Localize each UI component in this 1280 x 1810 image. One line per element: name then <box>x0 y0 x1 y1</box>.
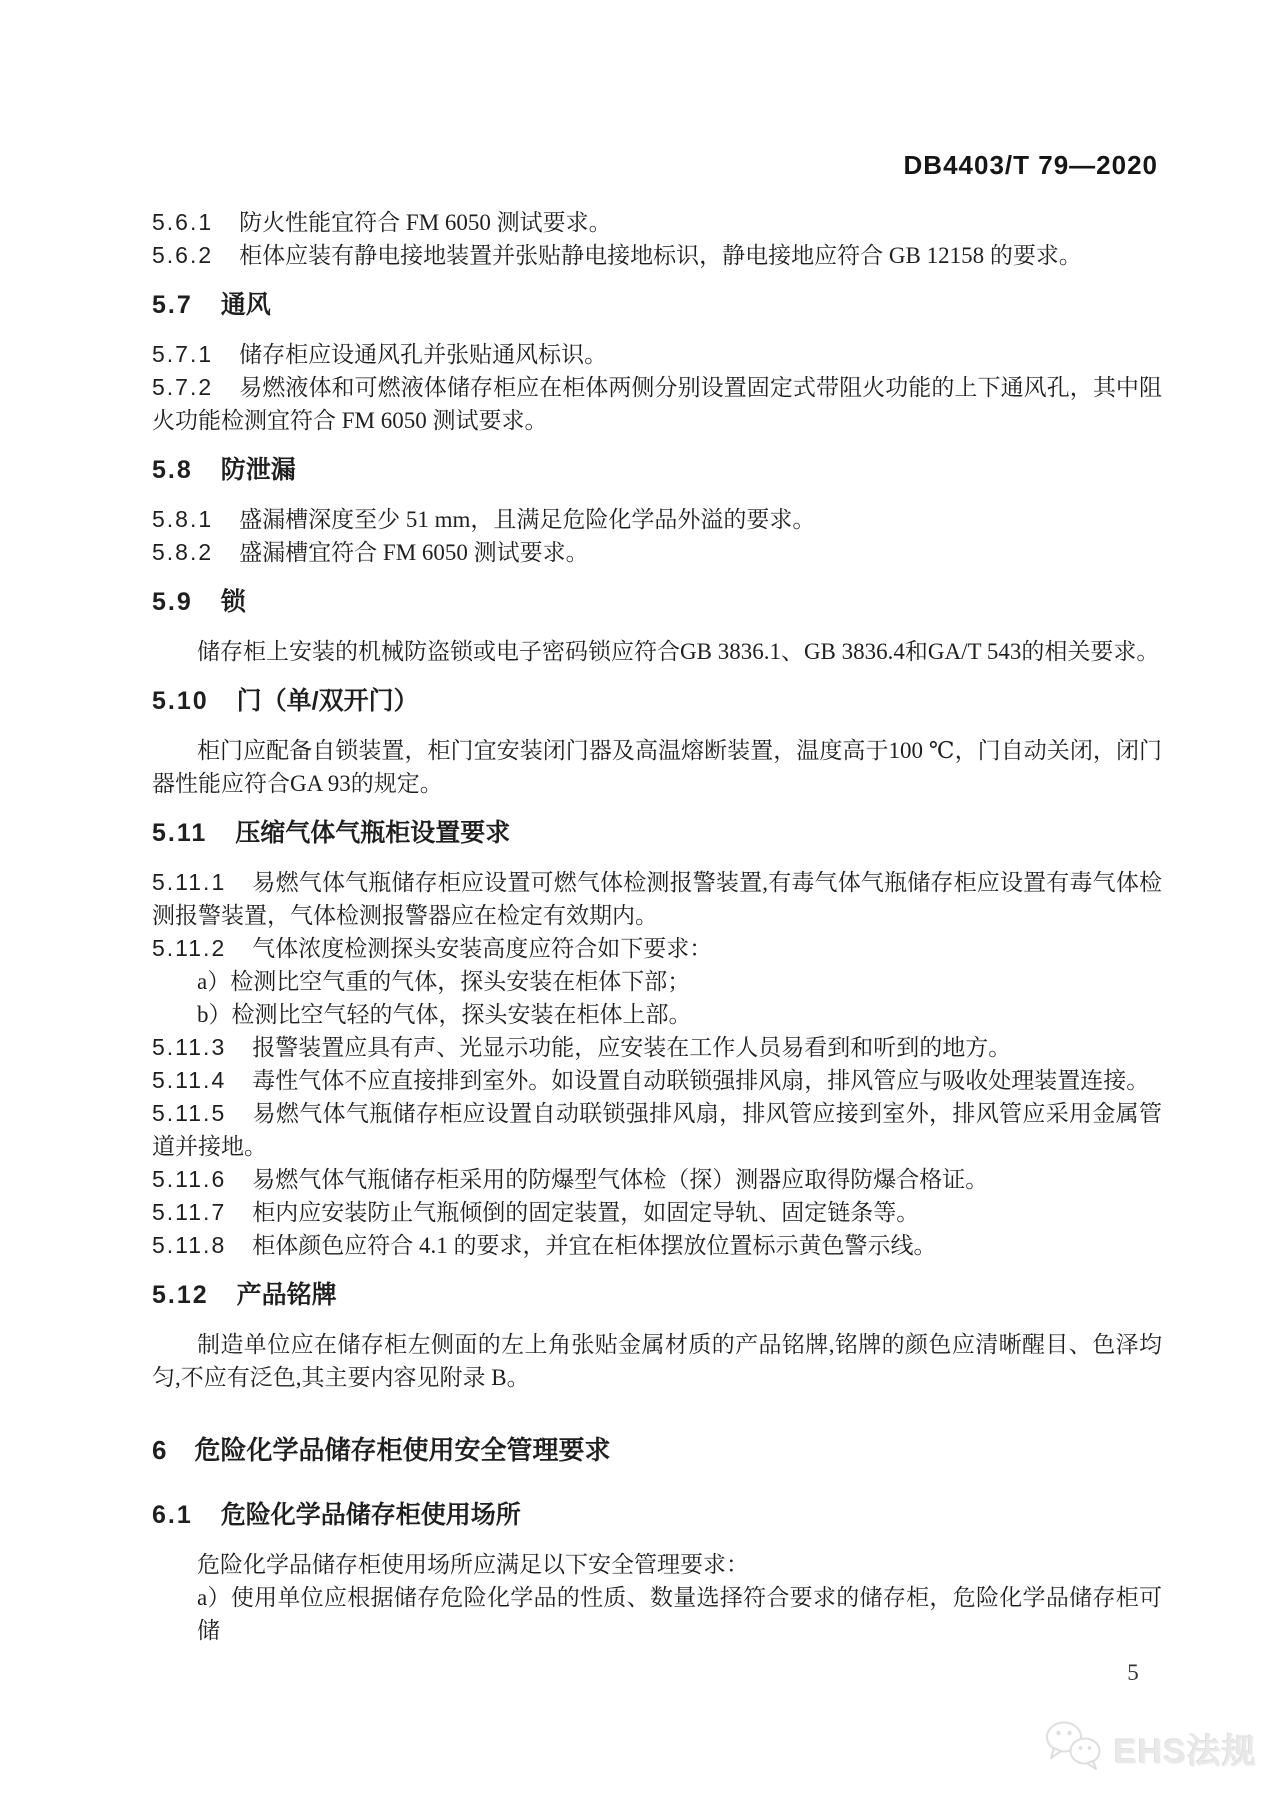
clause-number: 5.7.1 <box>152 341 214 367</box>
clause-row <box>152 932 1162 965</box>
clause-text: 易燃气体气瓶储存柜采用的防爆型气体检（探）测器应取得防爆合格证。 <box>252 1167 989 1192</box>
page-number: 5 <box>1127 1660 1139 1685</box>
clause-number: 5.11.8 <box>152 1232 227 1258</box>
clause-text: 易燃气体气瓶储存柜应设置自动联锁强排风扇，排风管应接到室外，排风管应采用金属管道并接地。 <box>152 1101 1162 1159</box>
clause-number: 5.10 <box>152 687 209 715</box>
clause-row <box>152 206 1162 239</box>
clause-text: 毒性气体不应直接排到室外。如设置自动联锁强排风扇，排风管应与吸收处理装置连接。 <box>252 1068 1150 1093</box>
clause-row <box>152 1031 1162 1064</box>
clause-row <box>152 338 1162 371</box>
clause-text: 盛漏槽宜符合 FM 6050 测试要求。 <box>239 540 589 565</box>
clause-number: 6.1 <box>152 1501 193 1529</box>
clause-row <box>152 1196 1162 1229</box>
section-heading <box>152 453 1162 487</box>
section-heading <box>152 1278 1162 1312</box>
paragraph <box>152 1328 1162 1394</box>
clause-text: 通风 <box>220 291 271 319</box>
clause-row <box>152 1097 1162 1163</box>
clause-text: 危险化学品储存柜使用场所 <box>220 1501 521 1529</box>
clause-text: 易燃气体气瓶储存柜应设置可燃气体检测报警装置,有毒气体气瓶储存柜应设置有毒气体检测报警装置，气体检测报警器应在检定有效期内。 <box>152 870 1162 928</box>
clause-text: 易燃液体和可燃液体储存柜应在柜体两侧分别设置固定式带阻火功能的上下通风孔，其中阻火功能检测宜符合 FM 6050 测试要求。 <box>152 375 1162 433</box>
paragraph <box>152 734 1162 800</box>
clause-number: 5.11.6 <box>152 1166 227 1192</box>
clause-number: 5.11.5 <box>152 1100 227 1126</box>
clause-row <box>152 536 1162 569</box>
clause-number: 5.12 <box>152 1281 209 1309</box>
clause-row <box>152 371 1162 437</box>
clause-number: 5.11 <box>152 819 208 847</box>
clause-number: 5.11.2 <box>152 935 227 961</box>
clause-text: 储存柜上安装的机械防盗锁或电子密码锁应符合GB 3836.1、GB 3836.4和GA/T 543的相关要求。 <box>197 639 1160 664</box>
watermark <box>1044 1720 1257 1777</box>
clause-number: 5.11.3 <box>152 1034 227 1060</box>
clause-row <box>152 1229 1162 1262</box>
chapter-heading <box>152 1432 1162 1468</box>
section-heading <box>152 288 1162 322</box>
clause-number: 5.11.7 <box>152 1199 227 1225</box>
clause-text: 防泄漏 <box>220 456 296 484</box>
clause-number: 5.9 <box>152 588 193 616</box>
wechat-icon <box>1044 1720 1106 1777</box>
clause-text: 危险化学品储存柜使用安全管理要求 <box>194 1435 611 1465</box>
section-heading <box>152 1498 1162 1532</box>
watermark-label: EHS法规 <box>1114 1733 1257 1771</box>
clause-text: 产品铭牌 <box>236 1281 337 1309</box>
clause-text: 储存柜应设通风孔并张贴通风标识。 <box>239 342 608 367</box>
clause-number: 5.11.1 <box>152 869 227 895</box>
clause-number: 6 <box>152 1435 167 1465</box>
section-heading <box>152 585 1162 619</box>
clause-text: 柜门应配备自锁装置，柜门宜安装闭门器及高温熔断装置，温度高于100 ℃，门自动关闭，闭门器性能应符合GA 93的规定。 <box>152 738 1162 796</box>
clause-row <box>152 503 1162 536</box>
clause-text: 制造单位应在储存柜左侧面的左上角张贴金属材质的产品铭牌,铭牌的颜色应清晰醒目、色泽均匀,不应有泛色,其主要内容见附录 B。 <box>152 1332 1162 1390</box>
clause-text: a）检测比空气重的气体，探头安装在柜体下部； <box>197 969 691 994</box>
list-item <box>152 998 1162 1031</box>
clause-text: 报警装置应具有声、光显示功能，应安装在工作人员易看到和听到的地方。 <box>252 1035 1012 1060</box>
paragraph <box>152 1548 1162 1581</box>
clause-text: 防火性能宜符合 FM 6050 测试要求。 <box>239 210 612 235</box>
list-item <box>152 1581 1162 1647</box>
clause-text: 危险化学品储存柜使用场所应满足以下安全管理要求： <box>197 1552 749 1577</box>
clause-row <box>152 239 1162 272</box>
document-body <box>152 206 1162 1647</box>
clause-number: 5.7 <box>152 291 193 319</box>
clause-number: 5.8.1 <box>152 506 214 532</box>
clause-row <box>152 1064 1162 1097</box>
clause-text: a）使用单位应根据储存危险化学品的性质、数量选择符合要求的储存柜，危险化学品储存柜可储 <box>197 1585 1162 1643</box>
clause-number: 5.7.2 <box>152 374 214 400</box>
clause-number: 5.8.2 <box>152 539 214 565</box>
list-item <box>152 965 1162 998</box>
clause-text: 柜体应装有静电接地装置并张贴静电接地标识，静电接地应符合 GB 12158 的要求。 <box>239 243 1082 268</box>
clause-text: 压缩气体气瓶柜设置要求 <box>235 819 511 847</box>
clause-number: 5.6.1 <box>152 209 214 235</box>
section-heading <box>152 684 1162 718</box>
clause-text: b）检测比空气轻的气体，探头安装在柜体上部。 <box>197 1002 692 1027</box>
clause-text: 柜内应安装防止气瓶倾倒的固定装置，如固定导轨、固定链条等。 <box>252 1200 920 1225</box>
clause-text: 柜体颜色应符合 4.1 的要求，并宜在柜体摆放位置标示黄色警示线。 <box>252 1233 937 1258</box>
clause-number: 5.11.4 <box>152 1067 227 1093</box>
clause-number: 5.6.2 <box>152 242 214 268</box>
standard-code-header: DB4403/T 79—2020 <box>903 150 1158 180</box>
paragraph <box>152 635 1162 668</box>
clause-text: 门（单/双开门） <box>236 687 419 715</box>
clause-number: 5.8 <box>152 456 193 484</box>
section-heading <box>152 816 1162 850</box>
clause-row <box>152 1163 1162 1196</box>
clause-text: 锁 <box>220 588 246 616</box>
clause-text: 气体浓度检测探头安装高度应符合如下要求： <box>252 936 713 961</box>
clause-row <box>152 866 1162 932</box>
clause-text: 盛漏槽深度至少 51 mm，且满足危险化学品外溢的要求。 <box>239 507 816 532</box>
